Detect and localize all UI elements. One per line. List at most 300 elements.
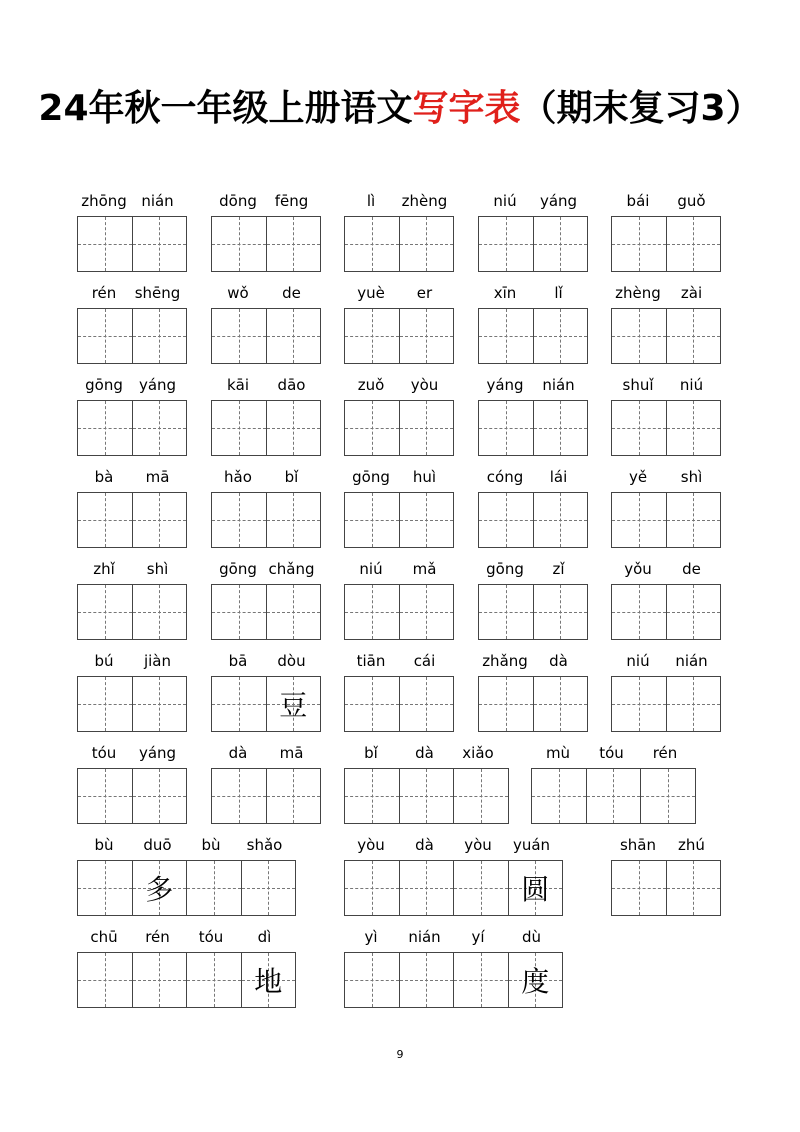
given-character xyxy=(612,861,666,915)
tianzige-boxes xyxy=(478,584,588,640)
pinyin-label: niú xyxy=(359,560,383,578)
writing-cell[interactable] xyxy=(345,309,400,363)
given-character xyxy=(400,953,454,1007)
writing-cell[interactable] xyxy=(78,861,133,915)
grid-row xyxy=(0,744,800,824)
pinyin-label: xīn xyxy=(493,284,517,302)
writing-cell[interactable] xyxy=(212,309,267,363)
writing-cell[interactable] xyxy=(212,677,267,731)
pinyin-label: yòu xyxy=(410,376,439,394)
given-character xyxy=(78,493,132,547)
writing-cell[interactable] xyxy=(267,217,322,271)
pinyin-label: zhèng xyxy=(401,192,448,210)
given-character xyxy=(267,217,321,271)
given-character xyxy=(133,585,187,639)
given-character xyxy=(212,217,266,271)
pinyin-label: nián xyxy=(141,192,174,210)
grid-row xyxy=(0,928,800,1008)
writing-cell[interactable] xyxy=(345,861,400,915)
grid-row xyxy=(0,468,800,548)
grid-row xyxy=(0,560,800,640)
writing-cell[interactable] xyxy=(479,677,534,731)
writing-cell[interactable] xyxy=(78,217,133,271)
pinyin-label: rén xyxy=(652,744,678,762)
pinyin-label: niú xyxy=(626,652,650,670)
pinyin-label: zuǒ xyxy=(357,376,385,394)
given-character: 豆 xyxy=(279,689,308,722)
tianzige-boxes xyxy=(211,584,321,640)
tianzige-boxes xyxy=(77,308,187,364)
pinyin-label: yí xyxy=(471,928,485,946)
pinyin-label: dà xyxy=(228,744,248,762)
writing-cell[interactable] xyxy=(612,861,667,915)
grid-row xyxy=(0,284,800,364)
given-character xyxy=(612,401,666,455)
writing-cell[interactable] xyxy=(345,217,400,271)
tianzige-boxes xyxy=(344,952,563,1008)
pinyin-label: hǎo xyxy=(224,468,252,486)
writing-cell[interactable] xyxy=(133,861,188,915)
given-character xyxy=(534,217,588,271)
given-character xyxy=(667,493,721,547)
pinyin-label: yáng xyxy=(138,744,177,762)
writing-cell[interactable] xyxy=(78,309,133,363)
given-character xyxy=(267,769,321,823)
writing-cell[interactable] xyxy=(534,677,589,731)
tianzige-boxes xyxy=(77,768,187,824)
writing-cell[interactable] xyxy=(212,493,267,547)
pinyin-label: gōng xyxy=(486,560,524,578)
writing-cell[interactable] xyxy=(267,309,322,363)
tianzige-boxes xyxy=(77,584,187,640)
writing-cell[interactable] xyxy=(454,953,509,1007)
pinyin-label: dāo xyxy=(277,376,306,394)
given-character xyxy=(78,861,132,915)
pinyin-label: yáng xyxy=(486,376,524,394)
pinyin-label: er xyxy=(416,284,433,302)
pinyin-label: nián xyxy=(542,376,575,394)
given-character xyxy=(345,585,399,639)
pinyin-label: dì xyxy=(257,928,272,946)
given-character xyxy=(133,769,187,823)
writing-cell[interactable] xyxy=(133,677,188,731)
pinyin-label: lì xyxy=(366,192,376,210)
writing-cell[interactable] xyxy=(78,953,133,1007)
writing-cell[interactable] xyxy=(78,493,133,547)
pinyin-label: gōng xyxy=(85,376,123,394)
writing-cell[interactable] xyxy=(212,401,267,455)
writing-cell[interactable] xyxy=(479,493,534,547)
writing-cell[interactable] xyxy=(133,769,188,823)
given-character xyxy=(212,401,266,455)
writing-cell[interactable] xyxy=(534,309,589,363)
pinyin-label: bā xyxy=(228,652,248,670)
pinyin-label: yì xyxy=(364,928,378,946)
writing-cell[interactable] xyxy=(479,585,534,639)
writing-cell[interactable] xyxy=(345,953,400,1007)
writing-cell[interactable] xyxy=(612,309,667,363)
given-character xyxy=(345,677,399,731)
pinyin-label: wǒ xyxy=(227,284,249,302)
writing-cell[interactable] xyxy=(534,401,589,455)
writing-cell[interactable] xyxy=(345,493,400,547)
writing-cell[interactable] xyxy=(509,861,564,915)
writing-cell[interactable] xyxy=(78,585,133,639)
pinyin-label: dù xyxy=(521,928,542,946)
tianzige-boxes xyxy=(344,492,454,548)
given-character xyxy=(534,585,588,639)
writing-cell[interactable] xyxy=(78,401,133,455)
pinyin-label: mǎ xyxy=(412,560,437,578)
pinyin-label: niú xyxy=(679,376,704,394)
pinyin-label: zǐ xyxy=(552,560,565,578)
pinyin-label: shēng xyxy=(134,284,181,302)
given-character: 度 xyxy=(521,965,550,998)
tianzige-boxes xyxy=(478,216,588,272)
tianzige-boxes xyxy=(211,492,321,548)
given-character xyxy=(479,585,533,639)
writing-cell[interactable] xyxy=(267,769,322,823)
tianzige-boxes xyxy=(611,584,721,640)
given-character xyxy=(400,493,454,547)
pinyin-label: dà xyxy=(549,652,568,670)
given-character xyxy=(345,769,399,823)
writing-cell[interactable] xyxy=(479,309,534,363)
given-character xyxy=(345,953,399,1007)
tianzige-boxes xyxy=(344,860,563,916)
pinyin-label: yě xyxy=(628,468,648,486)
writing-cell[interactable] xyxy=(345,769,400,823)
given-character xyxy=(133,677,187,731)
pinyin-label: zhú xyxy=(678,836,705,854)
writing-cell[interactable] xyxy=(78,677,133,731)
pinyin-label: guǒ xyxy=(677,192,706,210)
title-highlight: 写字表 xyxy=(412,88,521,129)
pinyin-label: cóng xyxy=(486,468,524,486)
pinyin-label: dòu xyxy=(277,652,306,670)
writing-cell[interactable] xyxy=(133,585,188,639)
pinyin-label: zhǐ xyxy=(93,560,115,578)
tianzige-boxes xyxy=(611,860,721,916)
pinyin-label: mā xyxy=(279,744,304,762)
pinyin-label: xiǎo xyxy=(462,744,494,762)
tianzige-boxes xyxy=(344,584,454,640)
writing-cell[interactable] xyxy=(400,953,455,1007)
tianzige-boxes xyxy=(77,676,187,732)
tianzige-boxes xyxy=(611,492,721,548)
writing-cell[interactable] xyxy=(612,493,667,547)
given-character xyxy=(133,217,187,271)
writing-cell[interactable] xyxy=(534,585,589,639)
pinyin-label: lái xyxy=(549,468,568,486)
writing-cell[interactable] xyxy=(212,585,267,639)
pinyin-label: bǐ xyxy=(284,468,299,486)
given-character xyxy=(532,769,586,823)
writing-cell[interactable] xyxy=(667,861,722,915)
given-character: 地 xyxy=(254,965,283,998)
writing-cell[interactable] xyxy=(587,769,642,823)
tianzige-boxes xyxy=(478,676,588,732)
pinyin-label: gōng xyxy=(352,468,390,486)
writing-cell[interactable] xyxy=(400,585,455,639)
given-character xyxy=(187,861,241,915)
title-suffix: （期末复习3） xyxy=(520,88,762,129)
given-character xyxy=(667,585,721,639)
given-character xyxy=(78,217,132,271)
given-character xyxy=(267,585,321,639)
pinyin-label: zhǎng xyxy=(482,652,528,670)
given-character xyxy=(454,953,508,1007)
writing-cell[interactable] xyxy=(133,953,188,1007)
pinyin-label: bà xyxy=(94,468,114,486)
pinyin-label: shì xyxy=(680,468,703,486)
given-character xyxy=(212,585,266,639)
tianzige-boxes xyxy=(211,400,321,456)
pinyin-label: nián xyxy=(675,652,708,670)
given-character xyxy=(242,861,296,915)
pinyin-label: fēng xyxy=(274,192,309,210)
given-character xyxy=(534,677,588,731)
pinyin-label: yuán xyxy=(512,836,551,854)
given-character xyxy=(400,217,454,271)
pinyin-label: zhèng xyxy=(615,284,661,302)
tianzige-boxes xyxy=(211,676,321,732)
pinyin-label: rén xyxy=(91,284,117,302)
writing-cell[interactable] xyxy=(479,401,534,455)
given-character xyxy=(78,677,132,731)
writing-cell[interactable] xyxy=(267,585,322,639)
writing-cell[interactable] xyxy=(133,493,188,547)
given-character xyxy=(454,861,508,915)
pinyin-label: shì xyxy=(146,560,169,578)
pinyin-label: bǐ xyxy=(364,744,378,762)
writing-cell[interactable] xyxy=(534,493,589,547)
writing-cell[interactable] xyxy=(612,217,667,271)
pinyin-label: yòu xyxy=(357,836,385,854)
writing-cell[interactable] xyxy=(133,309,188,363)
tianzige-boxes xyxy=(77,860,296,916)
pinyin-label: bú xyxy=(94,652,114,670)
given-character xyxy=(78,953,132,1007)
pinyin-label: kāi xyxy=(226,376,250,394)
given-character xyxy=(479,401,533,455)
given-character xyxy=(667,309,721,363)
tianzige-boxes xyxy=(344,400,454,456)
pinyin-label: mù xyxy=(545,744,571,762)
writing-cell[interactable] xyxy=(78,769,133,823)
writing-cell[interactable] xyxy=(133,401,188,455)
pinyin-label: zài xyxy=(680,284,703,302)
pinyin-label: nián xyxy=(408,928,441,946)
given-character xyxy=(400,677,454,731)
pinyin-label: rén xyxy=(145,928,170,946)
writing-cell[interactable] xyxy=(532,769,587,823)
given-character xyxy=(212,769,266,823)
pinyin-label: yòu xyxy=(464,836,492,854)
tianzige-boxes xyxy=(611,400,721,456)
pinyin-label: niú xyxy=(493,192,517,210)
pinyin-label: chū xyxy=(90,928,118,946)
pinyin-label: shuǐ xyxy=(622,376,654,394)
writing-cell[interactable] xyxy=(212,217,267,271)
given-character xyxy=(587,769,641,823)
given-character xyxy=(133,493,187,547)
pinyin-label: dōng xyxy=(219,192,257,210)
writing-cell[interactable] xyxy=(242,953,297,1007)
writing-cell[interactable] xyxy=(187,861,242,915)
writing-cell[interactable] xyxy=(400,309,455,363)
tianzige-boxes xyxy=(77,400,187,456)
writing-cell[interactable] xyxy=(345,677,400,731)
pinyin-label: dà xyxy=(415,744,434,762)
given-character xyxy=(78,309,132,363)
writing-cell[interactable] xyxy=(612,401,667,455)
tianzige-boxes xyxy=(344,768,509,824)
writing-cell[interactable] xyxy=(187,953,242,1007)
given-character xyxy=(345,493,399,547)
writing-cell[interactable] xyxy=(667,493,722,547)
tianzige-boxes xyxy=(611,308,721,364)
writing-cell[interactable] xyxy=(212,769,267,823)
pinyin-label: yǒu xyxy=(624,560,652,578)
pinyin-label: yáng xyxy=(138,376,177,394)
pinyin-label: yuè xyxy=(357,284,385,302)
given-character xyxy=(400,309,454,363)
tianzige-boxes xyxy=(344,676,454,732)
given-character xyxy=(345,309,399,363)
given-character xyxy=(612,493,666,547)
tianzige-boxes xyxy=(611,216,721,272)
writing-cell[interactable] xyxy=(612,677,667,731)
writing-cell[interactable] xyxy=(242,861,297,915)
given-character xyxy=(534,493,588,547)
writing-cell[interactable] xyxy=(267,677,322,731)
writing-cell[interactable] xyxy=(400,769,455,823)
title-main: 24年秋一年级上册语文 xyxy=(38,88,413,129)
given-character xyxy=(345,861,399,915)
given-character xyxy=(479,677,533,731)
given-character xyxy=(133,401,187,455)
given-character xyxy=(400,769,454,823)
writing-cell[interactable] xyxy=(345,585,400,639)
given-character xyxy=(667,401,721,455)
page-title xyxy=(0,80,800,131)
tianzige-boxes xyxy=(77,952,296,1008)
writing-cell[interactable] xyxy=(612,585,667,639)
tianzige-boxes xyxy=(478,400,588,456)
writing-cell[interactable] xyxy=(667,309,722,363)
pinyin-label: zhōng xyxy=(81,192,127,210)
given-character xyxy=(78,769,132,823)
writing-cell[interactable] xyxy=(267,493,322,547)
pinyin-label: dà xyxy=(415,836,434,854)
given-character xyxy=(78,401,132,455)
writing-cell[interactable] xyxy=(400,861,455,915)
given-character xyxy=(212,493,266,547)
pinyin-label: jiàn xyxy=(143,652,172,670)
given-character xyxy=(667,677,721,731)
writing-cell[interactable] xyxy=(641,769,696,823)
pinyin-label: bái xyxy=(626,192,650,210)
pinyin-label: bù xyxy=(94,836,114,854)
pinyin-label: tiān xyxy=(356,652,386,670)
pinyin-label: tóu xyxy=(198,928,224,946)
given-character xyxy=(479,309,533,363)
given-character xyxy=(534,309,588,363)
given-character xyxy=(212,677,266,731)
writing-cell[interactable] xyxy=(667,677,722,731)
writing-cell[interactable] xyxy=(454,861,509,915)
writing-cell[interactable] xyxy=(267,401,322,455)
given-character xyxy=(267,309,321,363)
pinyin-label: gōng xyxy=(219,560,257,578)
writing-cell[interactable] xyxy=(400,677,455,731)
pinyin-label: cái xyxy=(413,652,436,670)
grid-row xyxy=(0,192,800,272)
given-character xyxy=(612,217,666,271)
writing-cell[interactable] xyxy=(534,217,589,271)
pinyin-label: duō xyxy=(143,836,172,854)
pinyin-label: de xyxy=(282,284,301,302)
given-character xyxy=(667,861,721,915)
grid-row xyxy=(0,376,800,456)
grid-row xyxy=(0,652,800,732)
pinyin-label: huì xyxy=(412,468,437,486)
writing-cell[interactable] xyxy=(345,401,400,455)
given-character xyxy=(133,953,187,1007)
writing-cell[interactable] xyxy=(133,217,188,271)
writing-cell[interactable] xyxy=(667,217,722,271)
page-number: 9 xyxy=(396,1048,404,1061)
writing-cell[interactable] xyxy=(454,769,509,823)
given-character xyxy=(267,401,321,455)
tianzige-boxes xyxy=(77,216,187,272)
tianzige-boxes xyxy=(478,492,588,548)
writing-cell[interactable] xyxy=(400,401,455,455)
given-character xyxy=(612,309,666,363)
tianzige-boxes xyxy=(211,768,321,824)
given-character xyxy=(187,953,241,1007)
given-character xyxy=(612,585,666,639)
given-character xyxy=(667,217,721,271)
writing-cell[interactable] xyxy=(509,953,564,1007)
tianzige-boxes xyxy=(344,308,454,364)
tianzige-boxes xyxy=(211,308,321,364)
writing-cell[interactable] xyxy=(479,217,534,271)
given-character xyxy=(267,493,321,547)
writing-cell[interactable] xyxy=(667,401,722,455)
pinyin-label: tóu xyxy=(599,744,624,762)
tianzige-boxes xyxy=(77,492,187,548)
pinyin-label: shān xyxy=(619,836,657,854)
pinyin-label: de xyxy=(682,560,701,578)
grid-row xyxy=(0,836,800,916)
given-character xyxy=(454,769,508,823)
tianzige-boxes xyxy=(478,308,588,364)
tianzige-boxes xyxy=(531,768,696,824)
given-character xyxy=(479,217,533,271)
pinyin-label: mā xyxy=(145,468,170,486)
pinyin-label: tóu xyxy=(91,744,117,762)
writing-cell[interactable] xyxy=(400,493,455,547)
writing-cell[interactable] xyxy=(400,217,455,271)
writing-cell[interactable] xyxy=(667,585,722,639)
given-character xyxy=(133,309,187,363)
given-character xyxy=(400,585,454,639)
given-character xyxy=(400,401,454,455)
given-character xyxy=(479,493,533,547)
pinyin-label: yáng xyxy=(539,192,578,210)
